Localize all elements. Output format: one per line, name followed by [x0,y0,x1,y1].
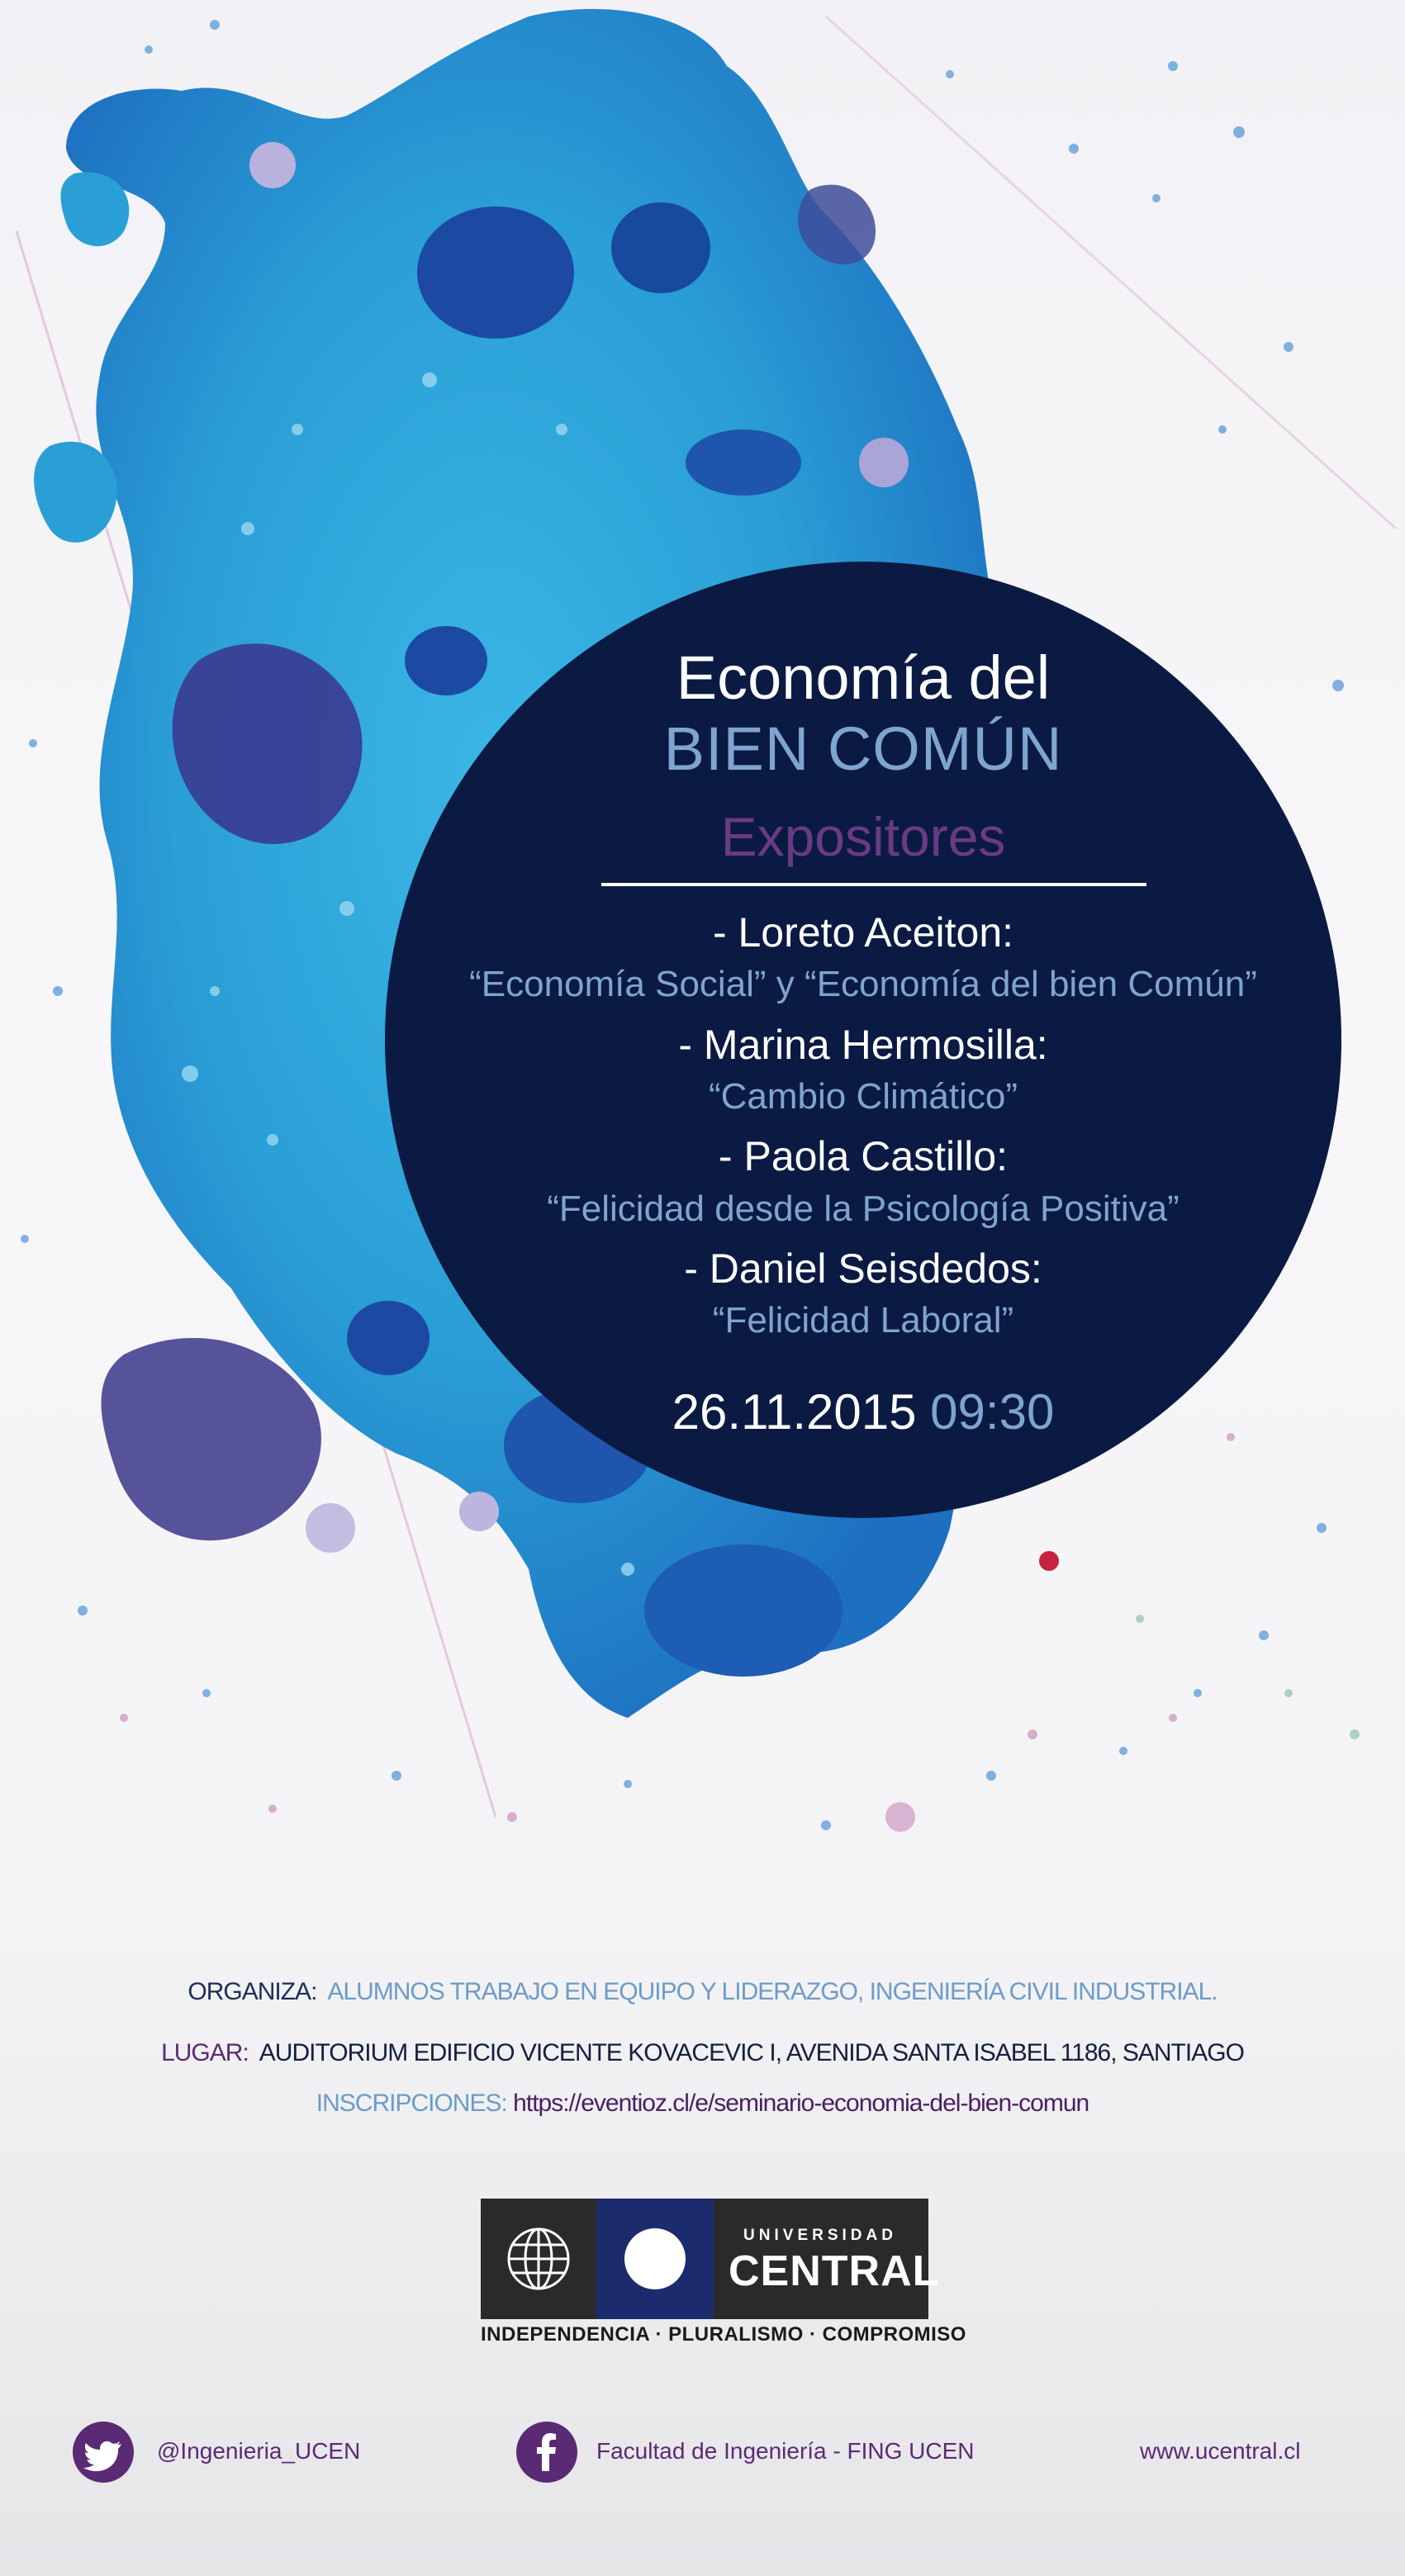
event-time: 09:30 [930,1384,1055,1440]
facebook-icon[interactable] [516,2422,577,2483]
speaker-talk: “Economía Social” y “Economía del bien Común” [469,964,1257,1004]
twitter-icon[interactable] [73,2422,134,2483]
title-line-1: Economía del [676,643,1051,712]
divider [601,883,1146,886]
university-logo [481,2199,940,2319]
title-line-2: BIEN COMÚN [663,714,1063,783]
globe-icon [481,2199,596,2319]
facebook-page[interactable]: Facultad de Ingeniería - FING UCEN [596,2438,975,2464]
speaker-name: - Loreto Aceiton: [712,909,1014,956]
logo-line-1: UNIVERSIDAD [743,2227,897,2244]
twitter-handle[interactable]: @Ingenieria_UCEN [157,2438,361,2464]
logo-dot [624,2228,686,2289]
speaker-name: - Paola Castillo: [718,1133,1009,1179]
speaker-talk: “Felicidad desde la Psicología Positiva” [547,1188,1180,1229]
speaker-talk: “Felicidad Laboral” [712,1300,1014,1340]
organizer-line [0,1978,1405,2006]
registration-label: INSCRIPCIONES: [316,2090,507,2117]
university-motto: INDEPENDENCIA · PLURALISMO · COMPROMISO [481,2323,966,2346]
speaker-name: - Marina Hermosilla: [678,1022,1048,1068]
venue-label: LUGAR: [161,2039,249,2066]
registration-line [0,2090,1405,2118]
organizer-label: ORGANIZA: [187,1978,317,2005]
logo-blue-panel [596,2199,714,2319]
event-date: 26.11.2015 [672,1384,917,1440]
registration-link[interactable]: https://eventioz.cl/e/seminario-economia-del-bien-comun [513,2090,1089,2117]
organizer-value: ALUMNOS TRABAJO EN EQUIPO Y LIDERAZGO, INGENIERÍA CIVIL INDUSTRIAL. [327,1978,1218,2005]
website-link[interactable]: www.ucentral.cl [1140,2438,1301,2464]
speaker-talk: “Cambio Climático” [708,1076,1018,1117]
venue-value: AUDITORIUM EDIFICIO VICENTE KOVACEVIC I, AVENIDA SANTA ISABEL 1186, SANTIAGO [259,2039,1244,2066]
speaker-name: - Daniel Seisdedos: [684,1245,1042,1292]
event-datetime [385,1383,1341,1440]
venue-line [0,2039,1405,2067]
logo-line-2: CENTRAL [729,2247,940,2295]
speakers-heading: Expositores [720,806,1006,867]
